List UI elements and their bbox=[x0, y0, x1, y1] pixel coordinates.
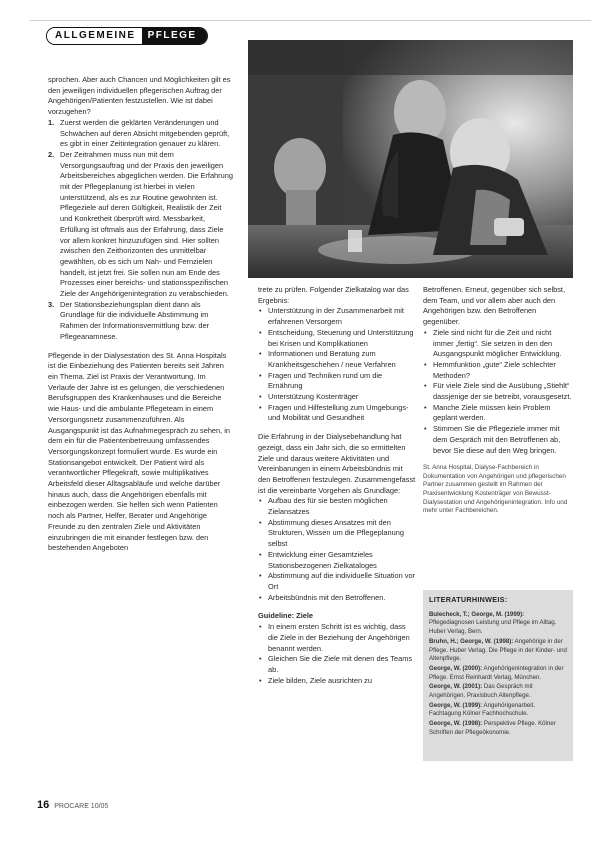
list-item: • Abstimmung dieses Ansatzes mit den Strukturen, Wissen um die Pflegeplanung selbst bbox=[258, 518, 416, 550]
list-item: • Abstimmung auf die individuelle Situation vor Ort bbox=[258, 571, 416, 592]
literature-text: Angehörige in der Pflege. Huber Verlag. Die Pflege in der Kinder- und Altenpflege. bbox=[429, 637, 567, 663]
list-item: • Unterstützung in der Zusammenarbeit mit erfahrenen Versorgern bbox=[258, 306, 416, 327]
literature-author: George, W. (1998): bbox=[429, 720, 483, 728]
literature-entry bbox=[429, 611, 567, 637]
list-item bbox=[48, 150, 233, 300]
list-item: • Stimmen Sie die Pflegeziele immer mit dem Gespräch mit den Betroffenen ab, bevor Sie diese auf den Weg bringen. bbox=[423, 424, 573, 456]
numbered-list bbox=[48, 118, 233, 343]
literature-author: George, W. (1999): bbox=[429, 701, 483, 709]
list-item: • Informationen und Beratung zum Krankheitsgeschehen / neue Verfahren bbox=[258, 349, 416, 370]
literature-author: Bulecheck, T.; George, M. (1999): bbox=[429, 610, 525, 618]
list-item: • Aufbau des für sie besten möglichen Zielansatzes bbox=[258, 496, 416, 517]
author-footnote: St. Anna Hospital, Dialyse-Fachbereich in Dokumentation von Angehörigen und pflegerischen Partner zusammen gestellt im Rahmen der Praxisentwicklung Kostenträger von Bewusst-Dialysestation und Angehörigenintegration. Info und mehr unter Fachbereichen. bbox=[423, 464, 568, 515]
top-rule bbox=[30, 20, 591, 21]
list-text: Der Zeitrahmen muss nun mit dem Versorgungsauftrag und der Praxis den jeweiligen Arbeitsbereiches abgeglichen werden. Die Erfahrung mit der Pflegeplanung ist hierbei in vielen unterstützend, als es zur Routine gewohnten ist. Pflegeziele auf deren Gültigkeit, Realistik der Zeit und Konkretheit überprüft wird. Messbarkeit, Erfüllung ist oftmals aus der Erfahrung, dass Ziele vor allem konkret hinzuzufügen sind. Hier sollten zwischen den Zeithorizonten des unmittelbar gewählten, ob es sich um Nah- und Fernzielen handelt, ist jetzt frei. Sie sollen nun am Ende des Prozesses einer bereichs- und stationsspezifischen Ziele der Angehörigenintegration zu verabschieden. bbox=[60, 149, 233, 299]
list-item: • Für viele Ziele sind die Ausübung „Stiehlt“ dassjenige der sie betreibt, vorausgesetzt. bbox=[423, 381, 573, 402]
guideline-list-continued bbox=[423, 328, 573, 456]
middle-intro: trete zu prüfen. Folgender Zielkatalog war das Ergebnis: bbox=[258, 285, 409, 305]
list-number: 1. bbox=[48, 117, 55, 127]
list-item: • Entwicklung einer Gesamtzieles Stationsbezogenen Zielkataloges bbox=[258, 550, 416, 571]
goal-catalog-list bbox=[258, 306, 416, 424]
page-footer bbox=[37, 799, 108, 811]
literature-text: Angehörigenarbeit. Fachtagung Kölner Fachhochschule. bbox=[429, 701, 536, 718]
list-item: • Unterstützung Kostenträger bbox=[258, 392, 416, 403]
list-item: • In einem ersten Schritt ist es wichtig, dass die Ziele in der Beziehung der Angehörigen benannt werden. bbox=[258, 622, 416, 654]
list-item: • Gleichen Sie die Ziele mit denen des Teams ab. bbox=[258, 654, 416, 675]
literature-text: Pflegediagnosen Leistung und Pflege im Alltag. Huber Verlag, Bern. bbox=[429, 619, 557, 636]
list-text: Der Stationsbeziehungsplan dient dann als Grundlage für die individuelle Abstimmung im Rahmen der Informationsvermittlung bzw. der Pflegeanamnese. bbox=[60, 299, 210, 341]
literature-text: Angehörigenintegration in der Pflege. Ernst Reinhardt Verlag, München. bbox=[429, 664, 564, 681]
literature-entry bbox=[429, 702, 567, 719]
list-number: 2. bbox=[48, 149, 55, 159]
page-number: 16 bbox=[37, 799, 50, 811]
right-column bbox=[423, 285, 573, 516]
list-item: • Fragen und Techniken rund um die Ernährung bbox=[258, 371, 416, 392]
left-intro: sprochen. Aber auch Chancen und Möglichkeiten gilt es den jeweiligen individuellen pflegerischen Auftrag der Angehörigen/Patienten festzustellen. Wie ist dabei vorzugehen? bbox=[48, 75, 231, 117]
list-item: • Manche Ziele müssen kein Problem geplant werden. bbox=[423, 403, 573, 424]
list-item: • Arbeitsbündnis mit den Betroffenen. bbox=[258, 593, 416, 604]
list-item bbox=[48, 300, 233, 343]
guideline-list bbox=[258, 622, 416, 686]
list-item: • Ziele sind nicht für die Zeit und nicht immer „fertig“. Sie setzen in den den Ausgangspunkt möglicher Entwicklung. bbox=[423, 328, 573, 360]
list-text: Zuerst werden die geklärten Veränderungen und Schwächen auf deren Absicht mitgebenden geprüft, es gibt in einer Zeitintegration genauer zu klären. bbox=[60, 117, 230, 149]
photo-illustration bbox=[248, 40, 573, 278]
literature-entry bbox=[429, 683, 567, 700]
section-tag bbox=[46, 27, 208, 45]
literature-author: George, W. (2001): bbox=[429, 683, 483, 691]
list-item: • Hemmfunktion „gute“ Ziele schlechter Methoden? bbox=[423, 360, 573, 381]
list-item: • Ziele bilden, Ziele ausrichten zu bbox=[258, 676, 416, 687]
literature-entry bbox=[429, 720, 567, 737]
list-item bbox=[48, 118, 233, 150]
literature-text: Das Gespräch mit Angehörigen. Praxisbuch Altenpflege. bbox=[429, 683, 533, 700]
literature-entry bbox=[429, 665, 567, 682]
middle-column bbox=[258, 285, 416, 686]
literature-box bbox=[423, 590, 573, 761]
section-tag-general: ALLGEMEINE bbox=[47, 28, 142, 44]
literature-author: George, W. (2000): bbox=[429, 664, 483, 672]
literature-author: Bruhn, H.; George, W. (1998): bbox=[429, 637, 514, 645]
list-number: 3. bbox=[48, 299, 55, 309]
guideline-heading: Guideline: Ziele bbox=[258, 611, 314, 621]
literature-text: Perspektive Pflege. Kölner Schriften der Pflegeökonomie. bbox=[429, 720, 556, 736]
list-item: • Entscheidung, Steuerung und Unterstützung bei Krisen und Komplikationen bbox=[258, 328, 416, 349]
left-column bbox=[48, 75, 233, 554]
left-paragraph: Pflegende in der Dialysestation des St. Anna Hospitals ist die Einbeziehung des Patienten bereits seit Jahren ein Thema. Ziel ist Praxis der Verantwortung. Im Verlaufe der Jahre ist es gelungen, die verschiedenen Berufsgruppen des Krankenhauses und die Bereiche wie Haus- und die ambulante Pflegeteam in einem Versorgungsnetz zusammenzuführen. Als Ausgangspunkt ist das Aufnahmegespräch zu sehen, in dem ein für die Patientenbetreuung umfassendes Versorgungskonzept formuliert wurde. Es wurde ein Stationsangebot entwickelt. Der Patient wird als verantwortlicher Pflegekraft, sowie multiplikatives Arbeitsfeld dieser Alltagsabläufe und welche darüber hinaus auch, dass die Angehörigen ebenfalls mit einbezogen werden. Sie helfen sich wenn Patienten noch als Partner, Helfer, Berater und Angehörige Freunde zu den zentralen Ziele und Aktivitäten einzubringen die mit einander festlegen bzw. den bestehenden Angeboten bbox=[48, 350, 231, 553]
list-item: • Fragen und Hilfestellung zum Umgebungs- und Mobilität und Gesundheit bbox=[258, 403, 416, 424]
literature-entry bbox=[429, 638, 567, 664]
journal-issue: PROCARE 10/05 bbox=[54, 803, 109, 810]
middle-paragraph: Die Erfahrung in der Dialysebehandlung hat gezeigt, dass ein Jahr sich, die so ermittelten Ziele und daraus weitere Aktivitäten und Vereinbarungen in einem Arbeitsbündnis mit den Betroffenen festzulegen. Zusammengefasst ist die vereinbarte Vorgehen als Grundlage: bbox=[258, 432, 416, 495]
photo-elderly-couple bbox=[248, 40, 573, 278]
right-intro: Betroffenen. Erneut, gegenüber sich selbst, dem Team, und vor allem aber auch den Angehörigen bzw. den Betroffenen gegenüber. bbox=[423, 285, 566, 327]
procedure-list bbox=[258, 496, 416, 603]
literature-title: LITERATURHINWEIS: bbox=[429, 595, 508, 604]
section-tag-care: PFLEGE bbox=[142, 28, 207, 44]
